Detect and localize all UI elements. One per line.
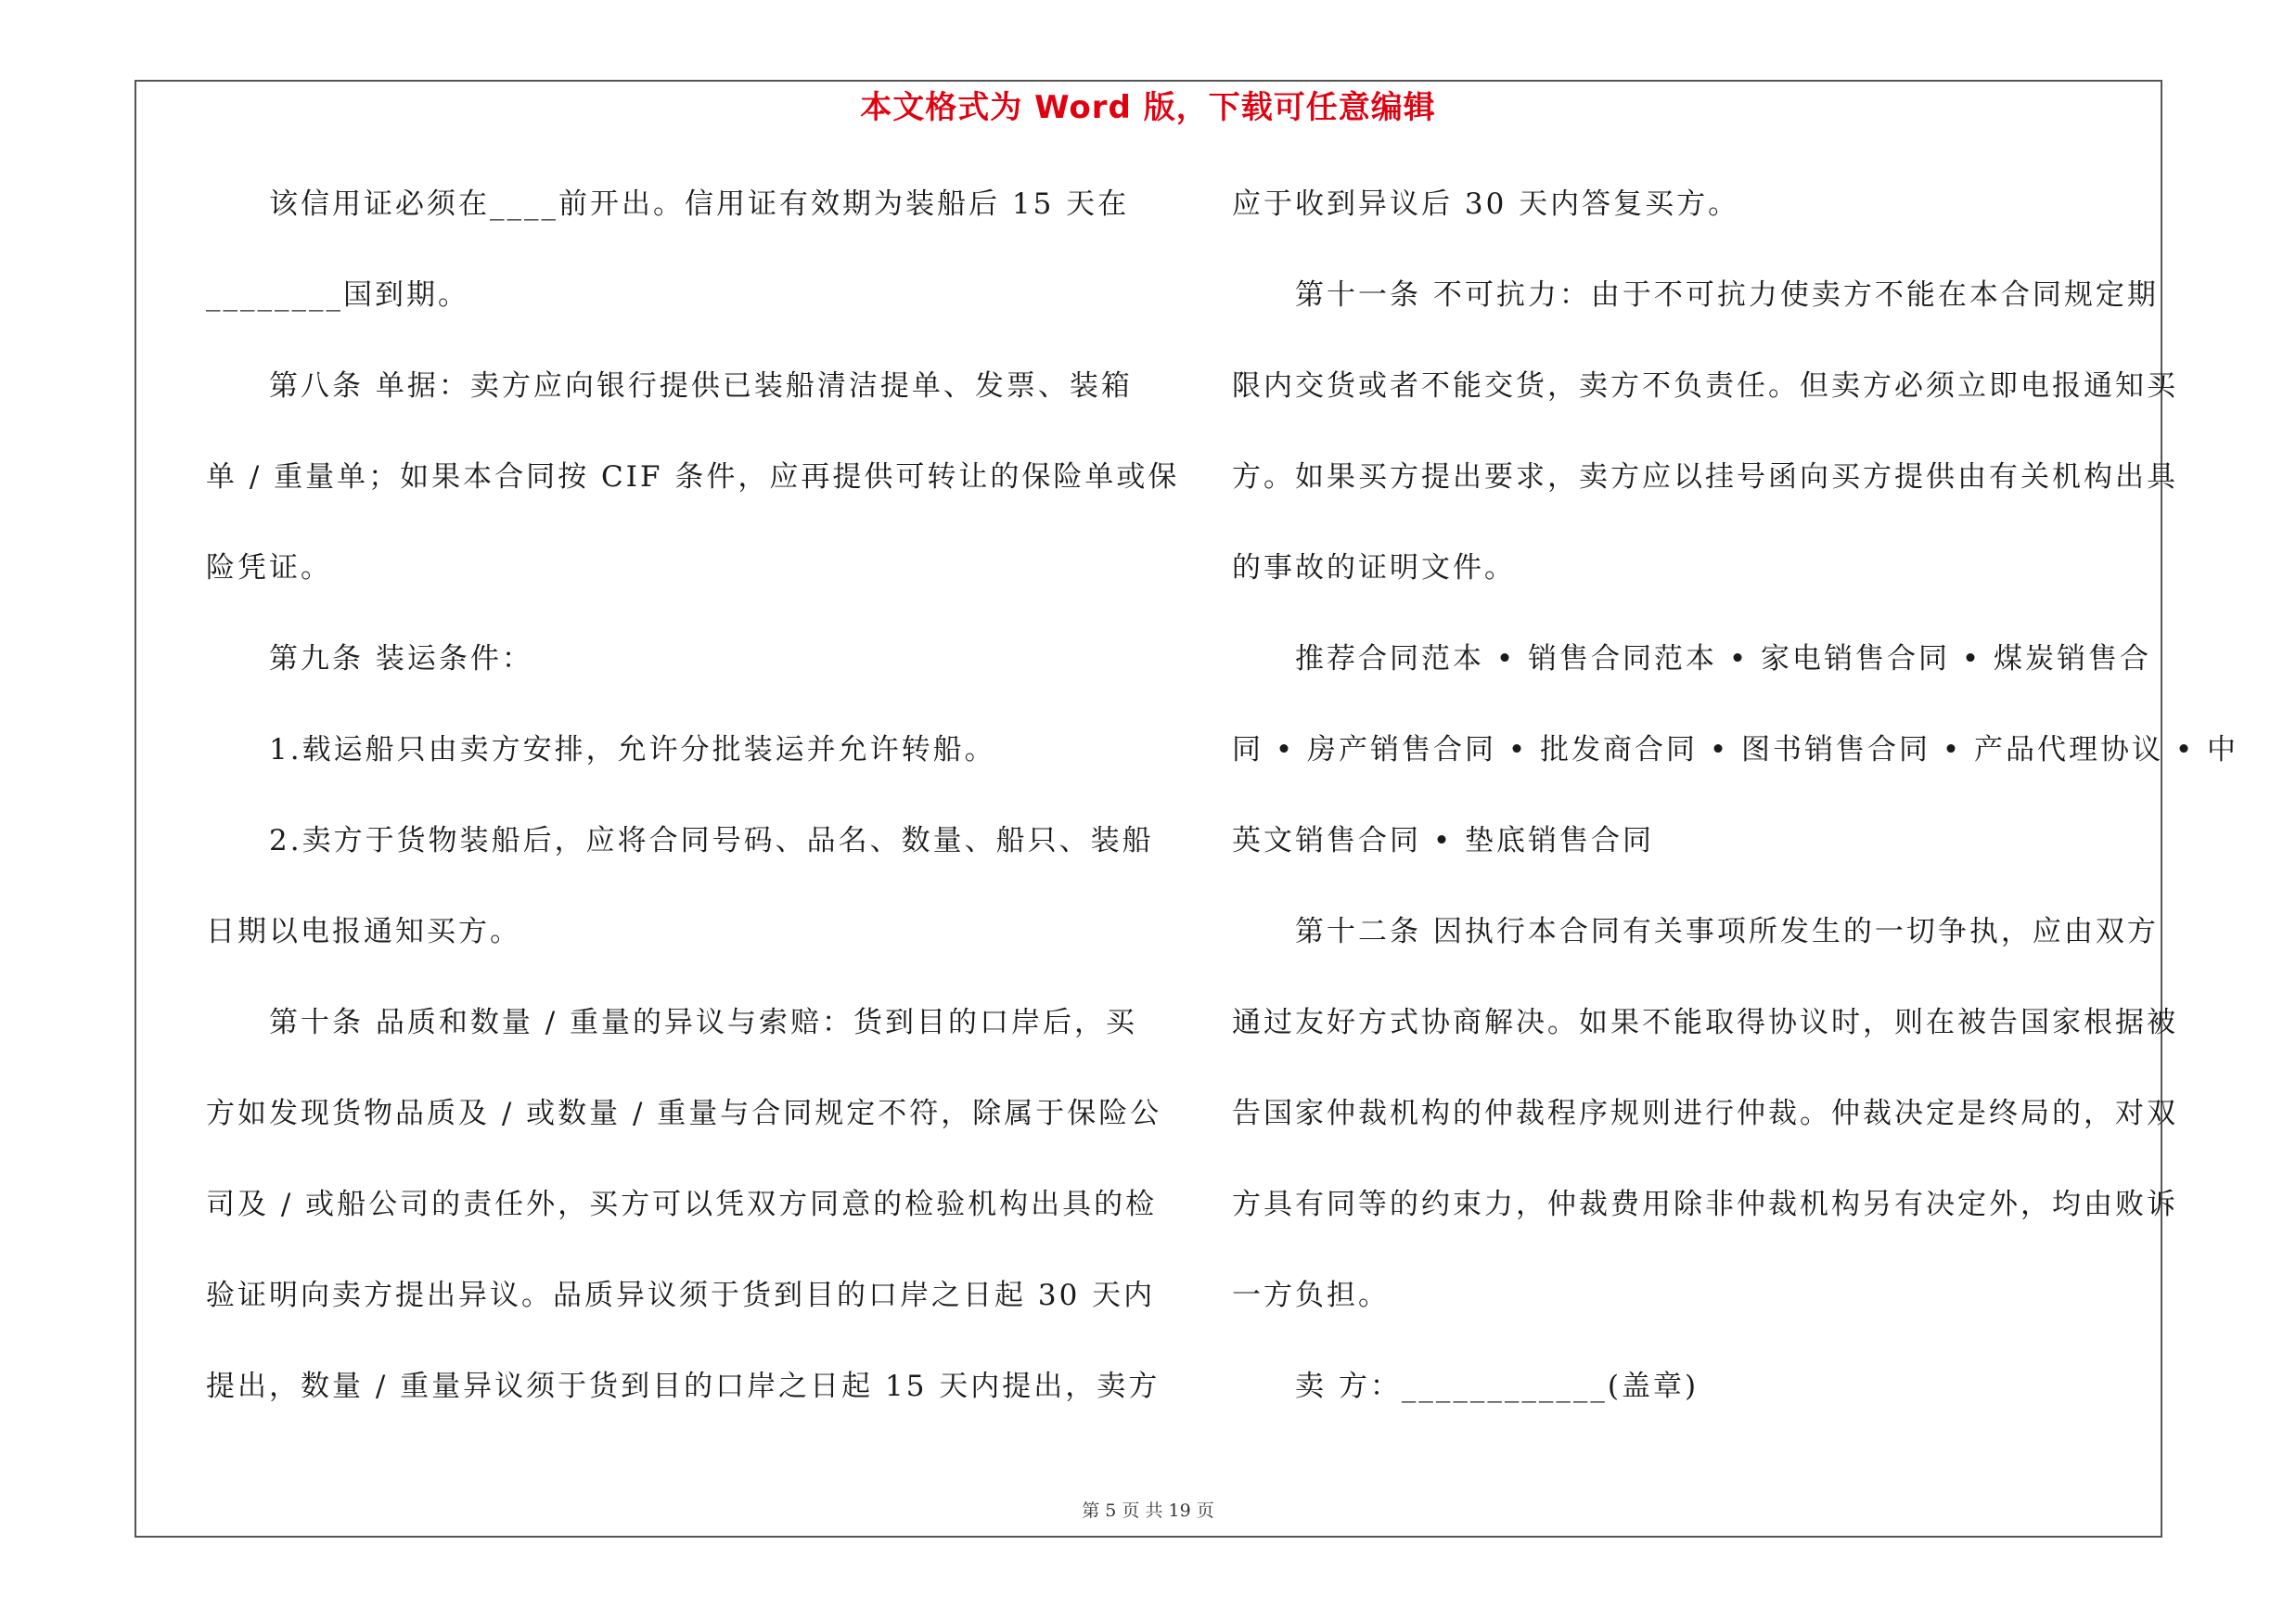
- left-line-1: 该信用证必须在____前开出。信用证有效期为装船后 15 天在: [269, 187, 1130, 221]
- left-line-5: 险凭证。: [206, 551, 332, 585]
- right-line-8: 英文销售合同 • 垫底销售合同: [1232, 824, 1654, 857]
- right-line-14: 卖 方：____________(盖章): [1295, 1370, 1700, 1403]
- left-line-3: 第八条 单据：卖方应向银行提供已装船清洁提单、发票、装箱: [269, 369, 1133, 403]
- left-line-14: 提出，数量 / 重量异议须于货到目的口岸之日起 15 天内提出，卖方: [206, 1370, 1161, 1403]
- left-line-11: 方如发现货物品质及 / 或数量 / 重量与合同规定不符，除属于保险公: [206, 1097, 1162, 1130]
- left-line-6: 第九条 装运条件：: [269, 642, 533, 676]
- right-line-4: 方。如果买方提出要求，卖方应以挂号函向买方提供由有关机构出具: [1232, 460, 2178, 494]
- right-line-3: 限内交货或者不能交货，卖方不负责任。但卖方必须立即电报通知买: [1232, 369, 2178, 403]
- right-line-5: 的事故的证明文件。: [1232, 551, 1516, 585]
- left-line-2: ________国到期。: [206, 278, 469, 312]
- right-line-11: 告国家仲裁机构的仲裁程序规则进行仲裁。仲裁决定是终局的，对双: [1232, 1097, 2178, 1130]
- page-number-footer: 第 5 页 共 19 页: [1082, 1501, 1214, 1521]
- left-line-10: 第十条 品质和数量 / 重量的异议与索赔：货到目的口岸后，买: [269, 1006, 1138, 1039]
- right-line-10: 通过友好方式协商解决。如果不能取得协议时，则在被告国家根据被: [1232, 1006, 2178, 1039]
- left-line-9: 日期以电报通知买方。: [206, 915, 521, 948]
- right-line-1: 应于收到异议后 30 天内答复买方。: [1232, 187, 1740, 221]
- left-line-4: 单 / 重量单；如果本合同按 CIF 条件，应再提供可转让的保险单或保: [206, 460, 1180, 494]
- left-line-12: 司及 / 或船公司的责任外，买方可以凭双方同意的检验机构出具的检: [206, 1188, 1158, 1221]
- right-line-6: 推荐合同范本 • 销售合同范本 • 家电销售合同 • 煤炭销售合: [1295, 642, 2151, 676]
- right-line-12: 方具有同等的约束力，仲裁费用除非仲裁机构另有决定外，均由败诉: [1232, 1188, 2178, 1221]
- left-line-7: 1.载运船只由卖方安排，允许分批装运并允许转船。: [269, 733, 996, 766]
- right-line-7: 同 • 房产销售合同 • 批发商合同 • 图书销售合同 • 产品代理协议 • 中: [1232, 733, 2238, 766]
- left-line-8: 2.卖方于货物装船后，应将合同号码、品名、数量、船只、装船: [269, 824, 1154, 857]
- right-line-2: 第十一条 不可抗力：由于不可抗力使卖方不能在本合同规定期: [1295, 278, 2159, 312]
- right-line-13: 一方负担。: [1232, 1279, 1390, 1312]
- left-line-13: 验证明向卖方提出异议。品质异议须于货到目的口岸之日起 30 天内: [206, 1279, 1156, 1312]
- right-line-9: 第十二条 因执行本合同有关事项所发生的一切争执，应由双方: [1295, 915, 2159, 948]
- format-notice-banner: 本文格式为 Word 版，下载可任意编辑: [860, 89, 1436, 126]
